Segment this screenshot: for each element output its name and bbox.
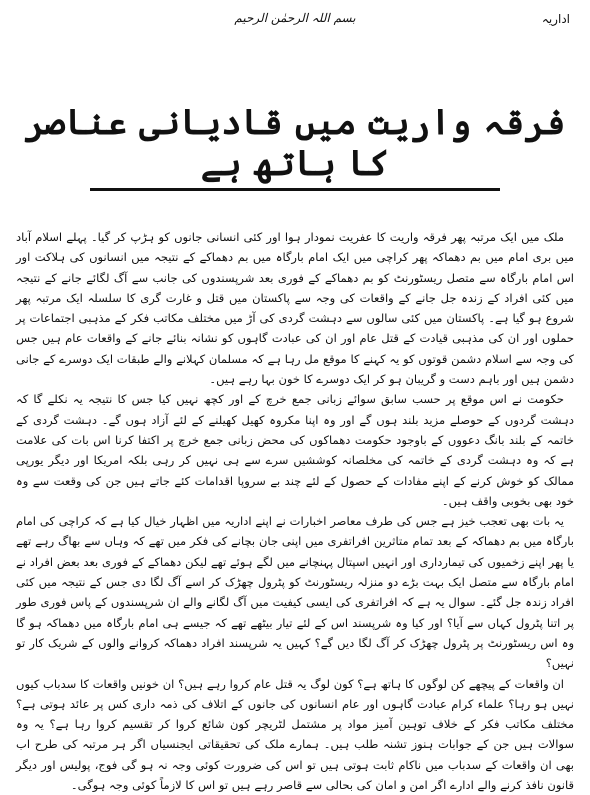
page-header xyxy=(12,8,578,30)
article-body xyxy=(12,227,578,795)
section-label: اداریہ xyxy=(541,12,570,26)
paragraph: یہ بات بھی تعجب خیز ہے جس کی طرف معاصر اخبارات نے اپنے اداریہ میں اظہار خیال کیا ہے کہ کراچی کی امام بارگاہ میں بم دھماکہ کے بعد تمام متاثرین افراتفری میں اپنی جان بچانے کی فکر میں تھے کہ وہاں سے بھاگ رہے تھے یا پھر اپنے زخمیوں کی تیمارداری اور انہیں اسپتال پہنچانے میں لگے ہوئے تھے لیکن دھماکے کے فوری بعد بعض افراد نے امام بارگاہ سے متصل ایک بہت بڑے دو منزلہ ریسٹورنٹ کو پٹرول چھڑک کر اسے آگ لگا دی جس کے نتیجہ میں کئی افراد زندہ جل گئے۔ سوال یہ ہے کہ افراتفری کی ایسی کیفیت میں آگ لگانے والے ان شرپسندوں کے پاس فوری طور پر اتنا پٹرول کہاں سے آیا؟ اور کیا وہ شرپسند اس کے لئے تیار بیٹھے تھے کہ جیسے ہی امام بارگاہ میں دھماکہ ہو گا وہ اس ریسٹورنٹ پر پٹرول چھڑک کر آگ لگا دیں گے؟ کہیں یہ شرپسند افراد دھماکہ کروانے والوں کے شریک کار تو نہیں؟ xyxy=(16,514,574,671)
paragraph: ان واقعات کے پیچھے کن لوگوں کا ہاتھ ہے؟ کون لوگ یہ قتل عام کروا رہے ہیں؟ ان خونیں واقعات کا سدباب کیوں نہیں ہو رہا؟ علماء کرام عبادت گاہوں اور عام انسانوں کی جانوں کے اتلاف کی ذمہ داری کس پر عائد ہوتی ہے؟ مختلف مکاتب فکر کے خلاف توہین آمیز مواد پر مشتمل لٹریچر کون شائع کروا کر تقسیم کروا رہا ہے؟ یہ وہ سوالات ہیں جن کے جوابات ہنوز تشنہ طلب ہیں۔ ہمارے ملک کی تحقیقاتی ایجنسیاں اگر ہر مرتبہ کی طرح اب بھی ان واقعات کے سدباب میں ناکام ثابت ہوتی ہیں تو اس کی ضرورت کوئی وجہ نہ ہو گی فوج، پولیس اور دیگر قانون نافذ کرنے والے ادارے اگر امن و امان کی بحالی سے قاصر رہے ہیں تو اس کا لازماً کوئی وجہ ہوگی۔ xyxy=(16,676,574,793)
bismillah: بسم اللہ الرحمٰن الرحیم xyxy=(234,11,356,25)
paragraph: ملک میں ایک مرتبہ پھر فرقہ واریت کا عفریت نمودار ہوا اور کئی انسانی جانوں کو ہڑپ کر گیا۔ پہلے اسلام آباد میں بری امام میں بم دھماکہ پھر کراچی میں ایک امام بارگاہ میں بم دھماکے کے نتیجہ میں انسانوں کی ہلاکت اور اس امام بارگاہ سے متصل ریسٹورنٹ کو بم دھماکے کے فوری بعد شرپسندوں کی جانب سے آگ لگائے جانے کے نتیجہ میں کئی افراد کے زندہ جل جانے کے واقعات کی وجہ سے پاکستان میں قتل و غارت گری کا سلسلہ ایک مرتبہ پھر شروع ہو گیا ہے۔ پاکستان میں کئی سالوں سے دہشت گردی کی آڑ میں مختلف مکاتب فکر کے مذہبی اجتماعات پر حملوں اور ان کی مذہبی قیادت کے قتل عام اور ان کی عبادت گاہوں کو نشانہ بنائے جانے کے واقعات عام ہیں جس کی وجہ سے اسلام دشمن قوتوں کو یہ کہنے کا موقع مل رہا ہے کہ مسلمان کہلانے والے طبقات ایک دوسرے کے جانی دشمن ہیں اور باہم دست و گریبان ہو کر ایک دوسرے کا خون بہا رہے ہیں۔ xyxy=(16,230,574,387)
paragraph: حکومت نے اس موقع پر حسب سابق سوائے زبانی جمع خرچ کے اور کچھ نہیں کیا جس کا نتیجہ یہ نکلے گا کہ دہشت گردوں کے حوصلے مزید بلند ہوں گے اور وہ اپنا مکروہ کھیل کھیلنے کے لئے آزاد ہوں گے۔ دہشت گردی کے خاتمہ کے بلند بانگ دعووں کے باوجود حکومت دھماکوں کی محض زبانی جمع خرچ پر اکتفا کرنا اس بات کی علامت ہے کہ وہ دہشت گردی کے خاتمہ کی مخلصانہ کوششیں سرے سے ہی نہیں کر رہی بلکہ امریکا اور دیگر یورپی ممالک کو خوش کرنے کے اپنے مفادات کے حصول کے لئے چند بے سروپا اقدامات کئے جاتے ہیں جن کی وقعت سے وہ خود بھی بخوبی واقف ہیں۔ xyxy=(16,392,574,508)
headline-underline xyxy=(90,188,500,191)
headline-block xyxy=(12,102,578,191)
headline: فرقہ واریت میں قادیانی عناصر کا ہاتھ ہے xyxy=(24,102,566,184)
